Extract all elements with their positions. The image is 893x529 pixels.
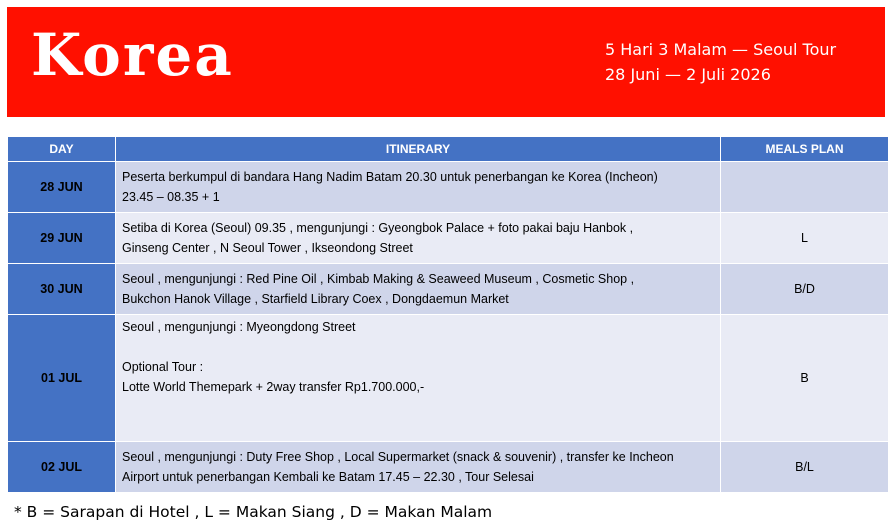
meals-cell: B/L <box>721 442 889 493</box>
table-row <box>8 315 889 442</box>
itinerary-line: Airport untuk penerbangan Kembali ke Batam 17.45 – 22.30 , Tour Selesai <box>122 470 534 484</box>
itinerary-cell <box>116 315 721 442</box>
itinerary-cell <box>116 213 721 264</box>
meals-footnote: * B = Sarapan di Hotel , L = Makan Siang , D = Makan Malam <box>14 503 493 521</box>
itinerary-line: Seoul , mengunjungi : Red Pine Oil , Kimbab Making & Seaweed Museum , Cosmetic Shop , <box>122 272 635 286</box>
table-row <box>8 264 889 315</box>
table-row <box>8 442 889 493</box>
header-banner <box>7 7 885 117</box>
column-header-meals: MEALS PLAN <box>721 137 889 162</box>
itinerary-table <box>7 136 889 493</box>
itinerary-line: Setiba di Korea (Seoul) 09.35 , mengunjungi : Gyeongbok Palace + foto pakai baju Hanbok , <box>122 221 634 235</box>
meals-cell: B/D <box>721 264 889 315</box>
itinerary-line: 23.45 – 08.35 + 1 <box>122 190 220 204</box>
itinerary-line: Peserta berkumpul di bandara Hang Nadim Batam 20.30 untuk penerbangan ke Korea (Incheon) <box>122 170 658 184</box>
column-header-day: DAY <box>8 137 116 162</box>
day-cell: 30 JUN <box>8 264 116 315</box>
itinerary-line: Lotte World Themepark + 2way transfer Rp1.700.000,- <box>122 380 425 394</box>
itinerary-cell <box>116 442 721 493</box>
itinerary-line: Optional Tour : <box>122 360 204 374</box>
table-row <box>8 162 889 213</box>
itinerary-line: Ginseng Center , N Seoul Tower , Ikseondong Street <box>122 241 413 255</box>
itinerary-cell <box>116 264 721 315</box>
itinerary-line: Seoul , mengunjungi : Myeongdong Street <box>122 320 356 334</box>
meals-cell <box>721 162 889 213</box>
table-row <box>8 213 889 264</box>
day-cell: 01 JUL <box>8 315 116 442</box>
day-cell: 28 JUN <box>8 162 116 213</box>
itinerary-cell <box>116 162 721 213</box>
day-cell: 02 JUL <box>8 442 116 493</box>
itinerary-line: Bukchon Hanok Village , Starfield Library Coex , Dongdaemun Market <box>122 292 509 306</box>
korea-logo: Korea <box>31 21 234 89</box>
itinerary-line: Seoul , mengunjungi : Duty Free Shop , Local Supermarket (snack & souvenir) , transfer ke Incheon <box>122 450 674 464</box>
meals-cell: B <box>721 315 889 442</box>
table-header-row <box>8 137 889 162</box>
column-header-itinerary: ITINERARY <box>116 137 721 162</box>
tour-dates: 28 Juni — 2 Juli 2026 <box>605 65 771 84</box>
tour-title: 5 Hari 3 Malam — Seoul Tour <box>605 40 837 59</box>
day-cell: 29 JUN <box>8 213 116 264</box>
itinerary-spacer <box>122 337 714 357</box>
meals-cell: L <box>721 213 889 264</box>
